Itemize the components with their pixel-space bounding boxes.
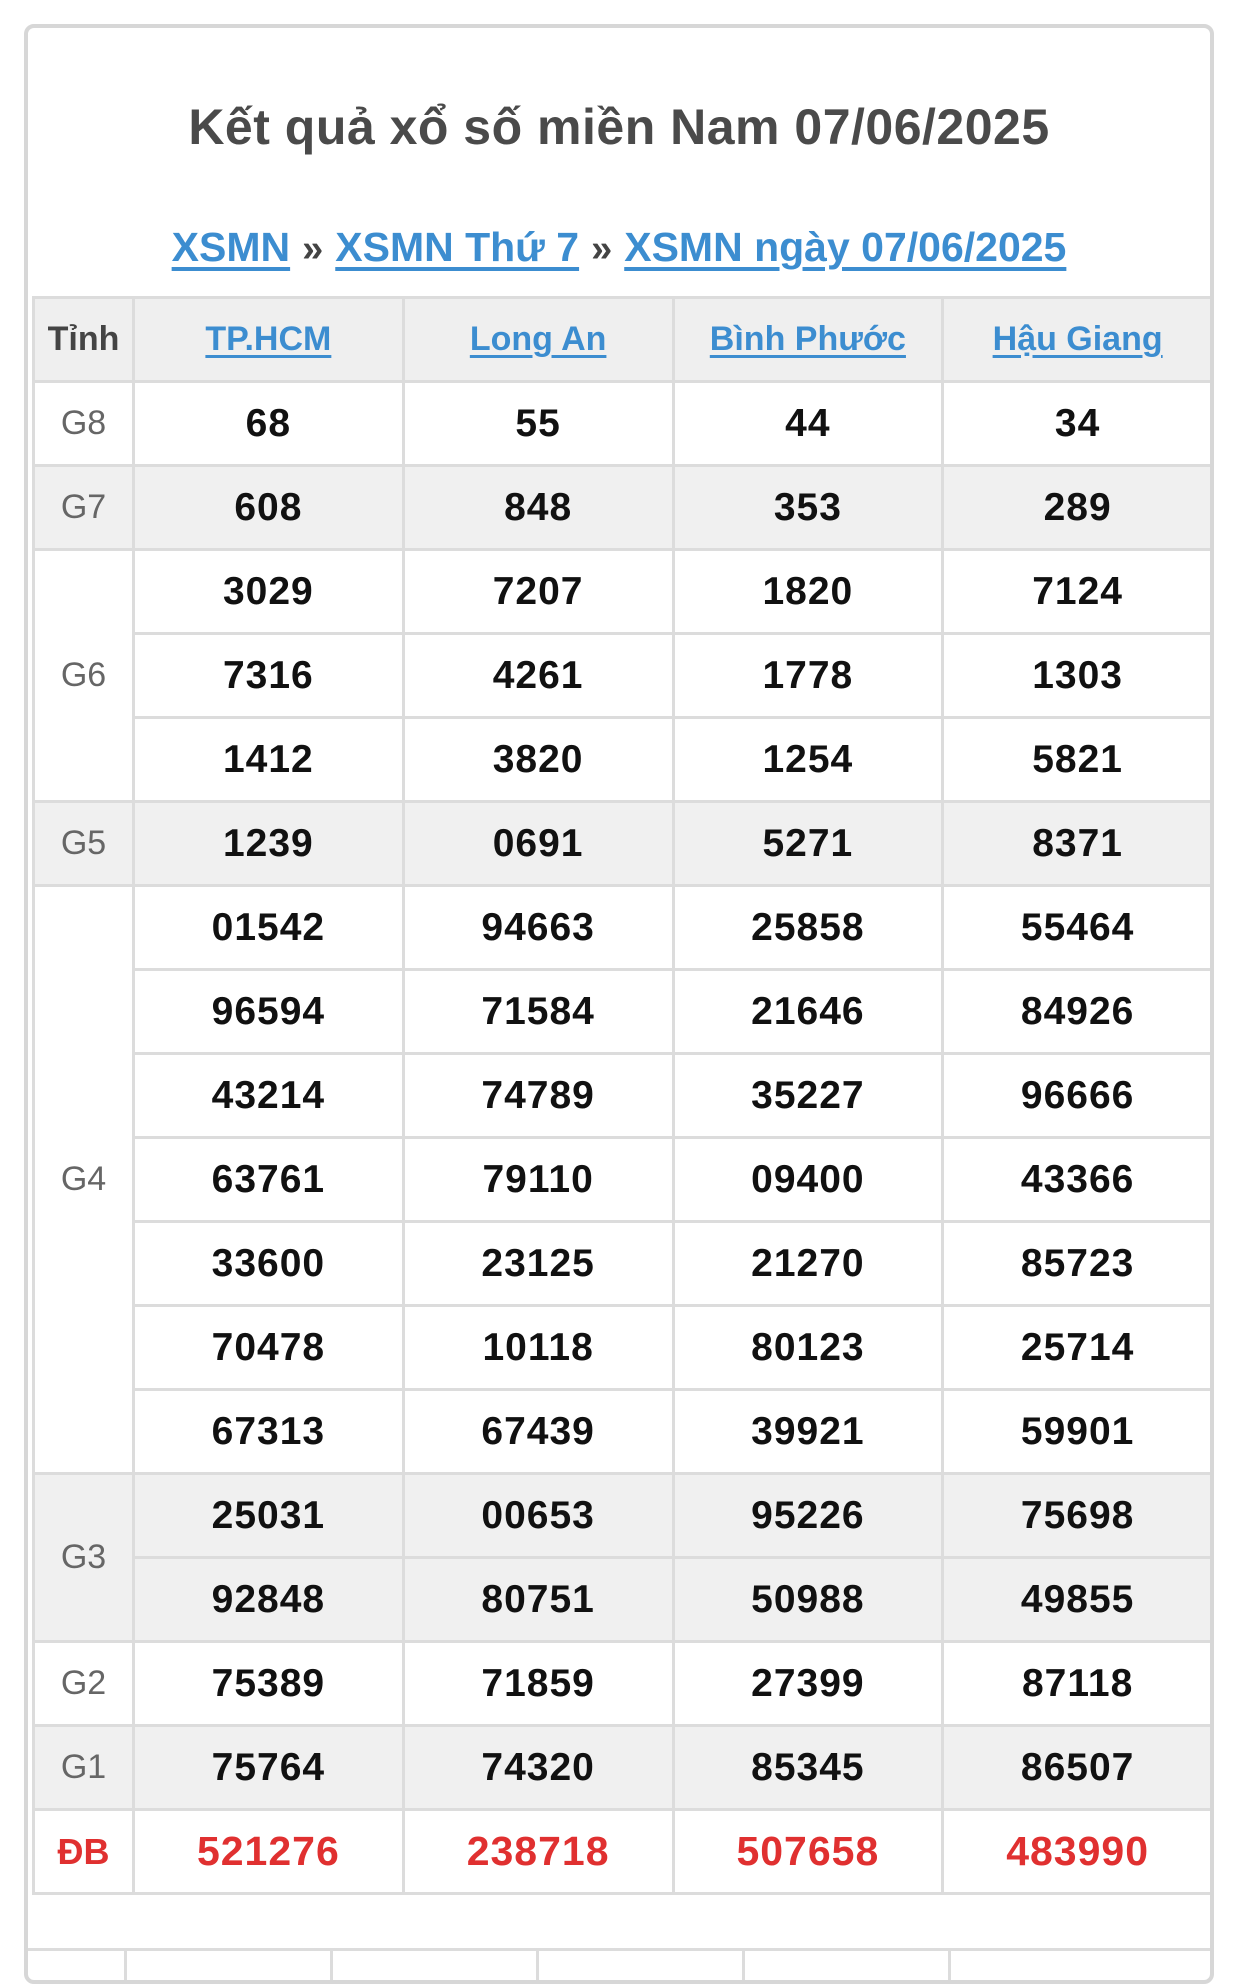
prize-number: 96666 [943, 1054, 1213, 1138]
prize-label: G3 [34, 1474, 134, 1642]
prize-number: 27399 [673, 1642, 943, 1726]
prize-number: 55 [403, 382, 673, 466]
table-row [34, 1054, 1213, 1138]
table-row [34, 802, 1213, 886]
prize-label: G6 [34, 550, 134, 802]
table-row [34, 1642, 1213, 1726]
breadcrumb-separator: » [591, 228, 613, 270]
prize-number: 86507 [943, 1726, 1213, 1810]
special-prize-number: 483990 [943, 1810, 1213, 1894]
prize-number: 1303 [943, 634, 1213, 718]
next-row-edge [28, 1948, 1210, 1984]
prize-number: 608 [134, 466, 404, 550]
prize-number: 71859 [403, 1642, 673, 1726]
table-row [34, 550, 1213, 634]
prize-label: G1 [34, 1726, 134, 1810]
prize-number: 23125 [403, 1222, 673, 1306]
prize-number: 74320 [403, 1726, 673, 1810]
results-table [32, 296, 1214, 1895]
prize-number: 92848 [134, 1558, 404, 1642]
prize-number: 5821 [943, 718, 1213, 802]
province-link-hau-giang[interactable]: Hậu Giang [992, 320, 1163, 358]
special-prize-number: 521276 [134, 1810, 404, 1894]
special-prize-number: 507658 [673, 1810, 943, 1894]
prize-number: 59901 [943, 1390, 1213, 1474]
table-row [34, 1222, 1213, 1306]
breadcrumb-link-xsmn[interactable]: XSMN [171, 224, 291, 270]
special-prize-number: 238718 [403, 1810, 673, 1894]
prize-number: 75389 [134, 1642, 404, 1726]
province-link-long-an[interactable]: Long An [469, 320, 607, 358]
prize-number: 10118 [403, 1306, 673, 1390]
prize-label: G8 [34, 382, 134, 466]
province-header-cell [403, 298, 673, 382]
prize-number: 71584 [403, 970, 673, 1054]
page-title: Kết quả xổ số miền Nam 07/06/2025 [188, 99, 1050, 155]
prize-number: 848 [403, 466, 673, 550]
prize-number: 96594 [134, 970, 404, 1054]
prize-number: 5271 [673, 802, 943, 886]
province-link-binh-phuoc[interactable]: Bình Phước [709, 320, 906, 358]
province-header-cell [673, 298, 943, 382]
prize-number: 44 [673, 382, 943, 466]
prize-number: 79110 [403, 1138, 673, 1222]
prize-number: 80123 [673, 1306, 943, 1390]
table-header-row [34, 298, 1213, 382]
prize-label: G4 [34, 886, 134, 1474]
table-row [34, 886, 1213, 970]
province-header-cell [943, 298, 1213, 382]
prize-number: 4261 [403, 634, 673, 718]
prize-number: 85723 [943, 1222, 1213, 1306]
prize-number: 87118 [943, 1642, 1213, 1726]
prize-number: 39921 [673, 1390, 943, 1474]
prize-number: 94663 [403, 886, 673, 970]
prize-number: 75698 [943, 1474, 1213, 1558]
breadcrumb-link-xsmn-thu-7[interactable]: XSMN Thứ 7 [335, 224, 580, 270]
prize-number: 67439 [403, 1390, 673, 1474]
table-row [34, 1390, 1213, 1474]
prize-number: 21646 [673, 970, 943, 1054]
table-row [34, 1138, 1213, 1222]
prize-label: G7 [34, 466, 134, 550]
prize-number: 00653 [403, 1474, 673, 1558]
prize-label: G2 [34, 1642, 134, 1726]
prize-number: 1412 [134, 718, 404, 802]
prize-number: 25031 [134, 1474, 404, 1558]
prize-number: 85345 [673, 1726, 943, 1810]
prize-number: 25858 [673, 886, 943, 970]
prize-number: 95226 [673, 1474, 943, 1558]
prize-number: 74789 [403, 1054, 673, 1138]
results-card [24, 24, 1214, 1984]
prize-number: 68 [134, 382, 404, 466]
prize-number: 35227 [673, 1054, 943, 1138]
prize-number: 84926 [943, 970, 1213, 1054]
prize-label: G5 [34, 802, 134, 886]
results-body [34, 382, 1213, 1894]
prize-number: 70478 [134, 1306, 404, 1390]
prize-number: 67313 [134, 1390, 404, 1474]
province-column-header: Tỉnh [34, 298, 134, 382]
prize-number: 43214 [134, 1054, 404, 1138]
prize-number: 80751 [403, 1558, 673, 1642]
prize-number: 55464 [943, 886, 1213, 970]
table-row [34, 1306, 1213, 1390]
table-row [34, 634, 1213, 718]
prize-number: 63761 [134, 1138, 404, 1222]
table-row [34, 382, 1213, 466]
prize-number: 3820 [403, 718, 673, 802]
breadcrumb-link-xsmn-date[interactable]: XSMN ngày 07/06/2025 [624, 224, 1067, 270]
prize-number: 49855 [943, 1558, 1213, 1642]
prize-number: 50988 [673, 1558, 943, 1642]
prize-number: 7207 [403, 550, 673, 634]
table-row [34, 1474, 1213, 1558]
province-link-tphcm[interactable]: TP.HCM [205, 320, 332, 358]
prize-number: 1778 [673, 634, 943, 718]
prize-number: 21270 [673, 1222, 943, 1306]
prize-number: 01542 [134, 886, 404, 970]
province-header-cell [134, 298, 404, 382]
table-row [34, 718, 1213, 802]
prize-number: 7124 [943, 550, 1213, 634]
prize-number: 3029 [134, 550, 404, 634]
breadcrumb-separator: » [302, 228, 324, 270]
prize-number: 09400 [673, 1138, 943, 1222]
prize-number: 353 [673, 466, 943, 550]
prize-number: 25714 [943, 1306, 1213, 1390]
table-row [34, 466, 1213, 550]
prize-number: 7316 [134, 634, 404, 718]
prize-number: 1239 [134, 802, 404, 886]
prize-number: 8371 [943, 802, 1213, 886]
prize-label: ĐB [34, 1810, 134, 1894]
breadcrumb [28, 224, 1210, 271]
table-row [34, 970, 1213, 1054]
table-row [34, 1810, 1213, 1894]
prize-number: 1820 [673, 550, 943, 634]
prize-number: 289 [943, 466, 1213, 550]
prize-number: 43366 [943, 1138, 1213, 1222]
prize-number: 34 [943, 382, 1213, 466]
prize-number: 0691 [403, 802, 673, 886]
table-row [34, 1558, 1213, 1642]
prize-number: 1254 [673, 718, 943, 802]
table-row [34, 1726, 1213, 1810]
prize-number: 33600 [134, 1222, 404, 1306]
prize-number: 75764 [134, 1726, 404, 1810]
